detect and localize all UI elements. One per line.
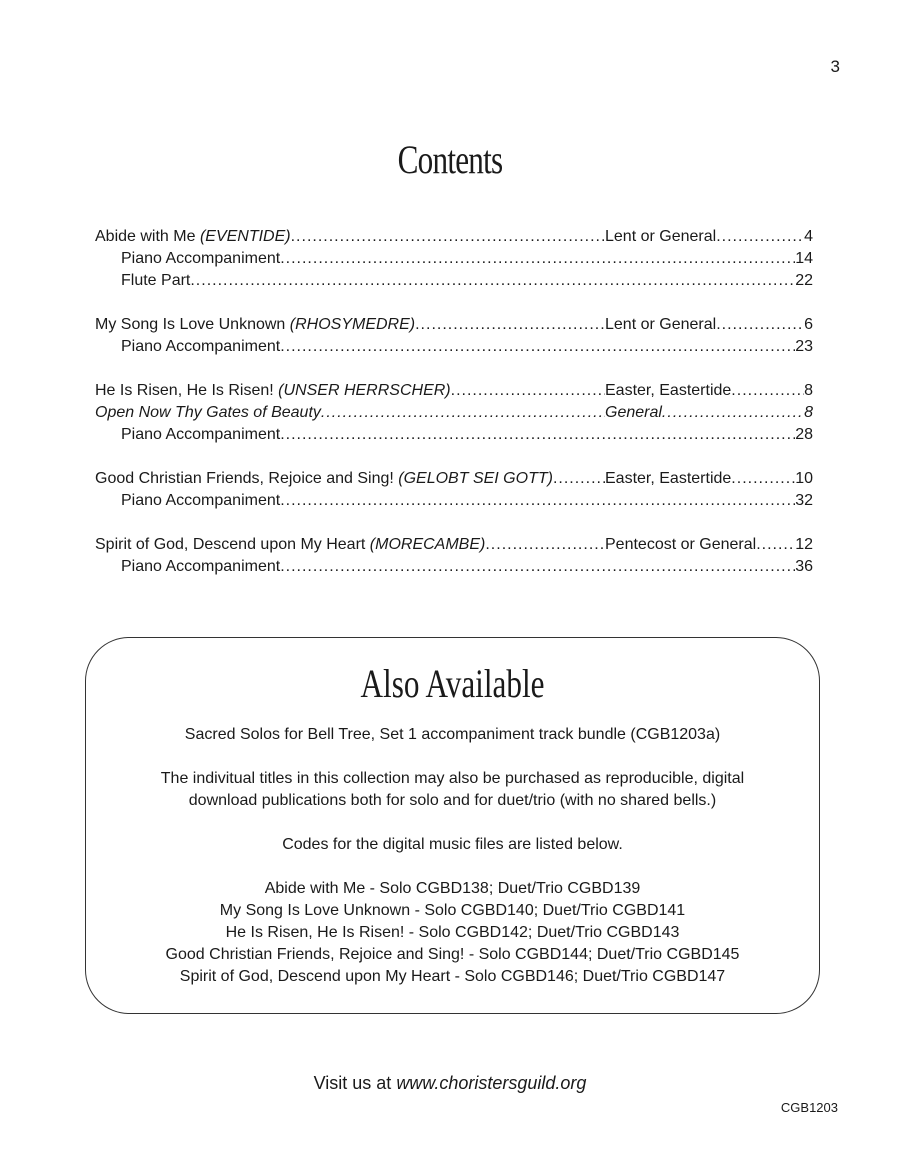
leader-dots	[280, 490, 795, 512]
toc-entry[interactable]	[95, 336, 813, 358]
table-of-contents	[95, 226, 813, 600]
codes-intro: Codes for the digital music files are listed below.	[282, 836, 623, 853]
tune-name: (MORECAMBE)	[369, 536, 486, 553]
toc-entry[interactable]	[95, 380, 813, 402]
season-block	[605, 226, 813, 248]
toc-entry-title	[95, 556, 280, 578]
entry-title-text: Open Now Thy Gates of Beauty	[95, 404, 321, 421]
toc-entry-page: 6	[804, 316, 813, 333]
toc-entry-title	[95, 248, 280, 270]
entry-title-text: Piano Accompaniment	[121, 492, 281, 509]
leader-dots	[731, 380, 804, 402]
season-block	[605, 380, 813, 402]
toc-entry[interactable]	[95, 556, 813, 578]
leader-dots	[485, 534, 605, 556]
leader-dots	[731, 468, 795, 490]
toc-entry-page: 22	[795, 272, 813, 289]
toc-entry[interactable]	[95, 402, 813, 424]
toc-entry-page: 32	[795, 492, 813, 509]
toc-entry-title	[95, 490, 280, 512]
leader-dots	[280, 556, 795, 578]
toc-group	[95, 534, 813, 578]
toc-entry-season: Lent or General	[605, 228, 717, 245]
page-number: 3	[830, 57, 840, 76]
toc-entry-page: 36	[795, 558, 813, 575]
toc-group	[95, 468, 813, 512]
code-line: Good Christian Friends, Rejoice and Sing! - Solo CGBD144; Duet/Trio CGBD145	[165, 946, 740, 963]
toc-entry-season: Easter, Eastertide	[605, 382, 732, 399]
toc-entry[interactable]	[95, 534, 813, 556]
toc-group	[95, 226, 813, 292]
toc-entry-page: 12	[795, 536, 813, 553]
toc-entry-season: Easter, Eastertide	[605, 470, 732, 487]
also-available-heading: Also Available	[360, 661, 545, 706]
entry-title-text: Piano Accompaniment	[121, 558, 281, 575]
toc-entry-page: 4	[804, 228, 813, 245]
leader-dots	[662, 402, 804, 424]
leader-dots	[190, 270, 795, 292]
toc-entry-page: 14	[795, 250, 813, 267]
code-line: He Is Risen, He Is Risen! - Solo CGBD142; Duet/Trio CGBD143	[225, 924, 680, 941]
digital-download-note	[86, 768, 819, 812]
tune-name: (RHOSYMEDRE)	[289, 316, 416, 333]
entry-title-text: He Is Risen, He Is Risen!	[95, 382, 279, 399]
season-block	[605, 314, 813, 336]
toc-entry-title	[95, 226, 291, 248]
leader-dots	[280, 248, 795, 270]
leader-dots	[291, 226, 605, 248]
toc-entry[interactable]	[95, 226, 813, 248]
code-line: My Song Is Love Unknown - Solo CGBD140; Duet/Trio CGBD141	[219, 902, 686, 919]
track-bundle-line: Sacred Solos for Bell Tree, Set 1 accompaniment track bundle (CGB1203a)	[184, 726, 721, 743]
entry-title-text: Flute Part	[121, 272, 191, 289]
toc-entry-title	[95, 336, 280, 358]
tune-name: (UNSER HERRSCHER)	[278, 382, 451, 399]
season-block	[605, 468, 813, 490]
leader-dots	[716, 226, 804, 248]
entry-title-text: My Song Is Love Unknown	[95, 316, 290, 333]
entry-title-text: Piano Accompaniment	[121, 426, 281, 443]
website-link[interactable]: www.choristersguild.org	[396, 1073, 587, 1093]
toc-entry-title	[95, 270, 190, 292]
toc-entry-page: 10	[795, 470, 813, 487]
toc-entry-title	[95, 468, 553, 490]
tune-name: (GELOBT SEI GOTT)	[398, 470, 553, 487]
toc-entry-season: General	[605, 404, 662, 421]
toc-entry[interactable]	[95, 270, 813, 292]
entry-title-text: Piano Accompaniment	[121, 338, 281, 355]
toc-entry[interactable]	[95, 314, 813, 336]
toc-entry-season: Pentecost or General	[605, 536, 757, 553]
digital-download-line-2: download publications both for solo and for duet/trio (with no shared bells.)	[188, 792, 717, 809]
entry-title-text: Spirit of God, Descend upon My Heart	[95, 536, 370, 553]
toc-entry-page: 23	[795, 338, 813, 355]
leader-dots	[756, 534, 795, 556]
code-line: Abide with Me - Solo CGBD138; Duet/Trio CGBD139	[264, 880, 641, 897]
toc-entry-title	[95, 314, 415, 336]
leader-dots	[716, 314, 804, 336]
also-available-text	[86, 724, 819, 988]
leader-dots	[280, 424, 795, 446]
digital-codes-list	[86, 878, 819, 988]
leader-dots	[280, 336, 795, 358]
entry-title-text: Abide with Me	[95, 228, 200, 245]
visit-us-line	[0, 1073, 900, 1094]
tune-name: (EVENTIDE)	[199, 228, 291, 245]
code-line: Spirit of God, Descend upon My Heart - Solo CGBD146; Duet/Trio CGBD147	[179, 968, 726, 985]
toc-entry-title	[95, 534, 485, 556]
also-available-box	[85, 637, 820, 1014]
contents-heading: Contents	[397, 137, 503, 182]
toc-entry-page: 8	[804, 404, 813, 421]
entry-title-text: Good Christian Friends, Rejoice and Sing!	[95, 470, 399, 487]
toc-group	[95, 314, 813, 358]
season-block	[605, 534, 813, 556]
toc-group	[95, 380, 813, 446]
leader-dots	[451, 380, 605, 402]
toc-entry-title	[95, 402, 321, 424]
toc-entry-title	[95, 380, 451, 402]
catalog-number: CGB1203	[780, 1100, 838, 1115]
leader-dots	[415, 314, 605, 336]
toc-entry[interactable]	[95, 490, 813, 512]
toc-entry-page: 28	[795, 426, 813, 443]
toc-entry-page: 8	[804, 382, 813, 399]
toc-entry-title	[95, 424, 280, 446]
leader-dots	[321, 402, 605, 424]
toc-entry-season: Lent or General	[605, 316, 717, 333]
digital-download-line-1: The indivitual titles in this collection may also be purchased as reproducible, digital	[160, 770, 745, 787]
season-block	[605, 402, 813, 424]
visit-prefix: Visit us at	[313, 1073, 397, 1093]
toc-entry[interactable]	[95, 248, 813, 270]
leader-dots	[553, 468, 605, 490]
entry-title-text: Piano Accompaniment	[121, 250, 281, 267]
toc-entry[interactable]	[95, 468, 813, 490]
toc-entry[interactable]	[95, 424, 813, 446]
